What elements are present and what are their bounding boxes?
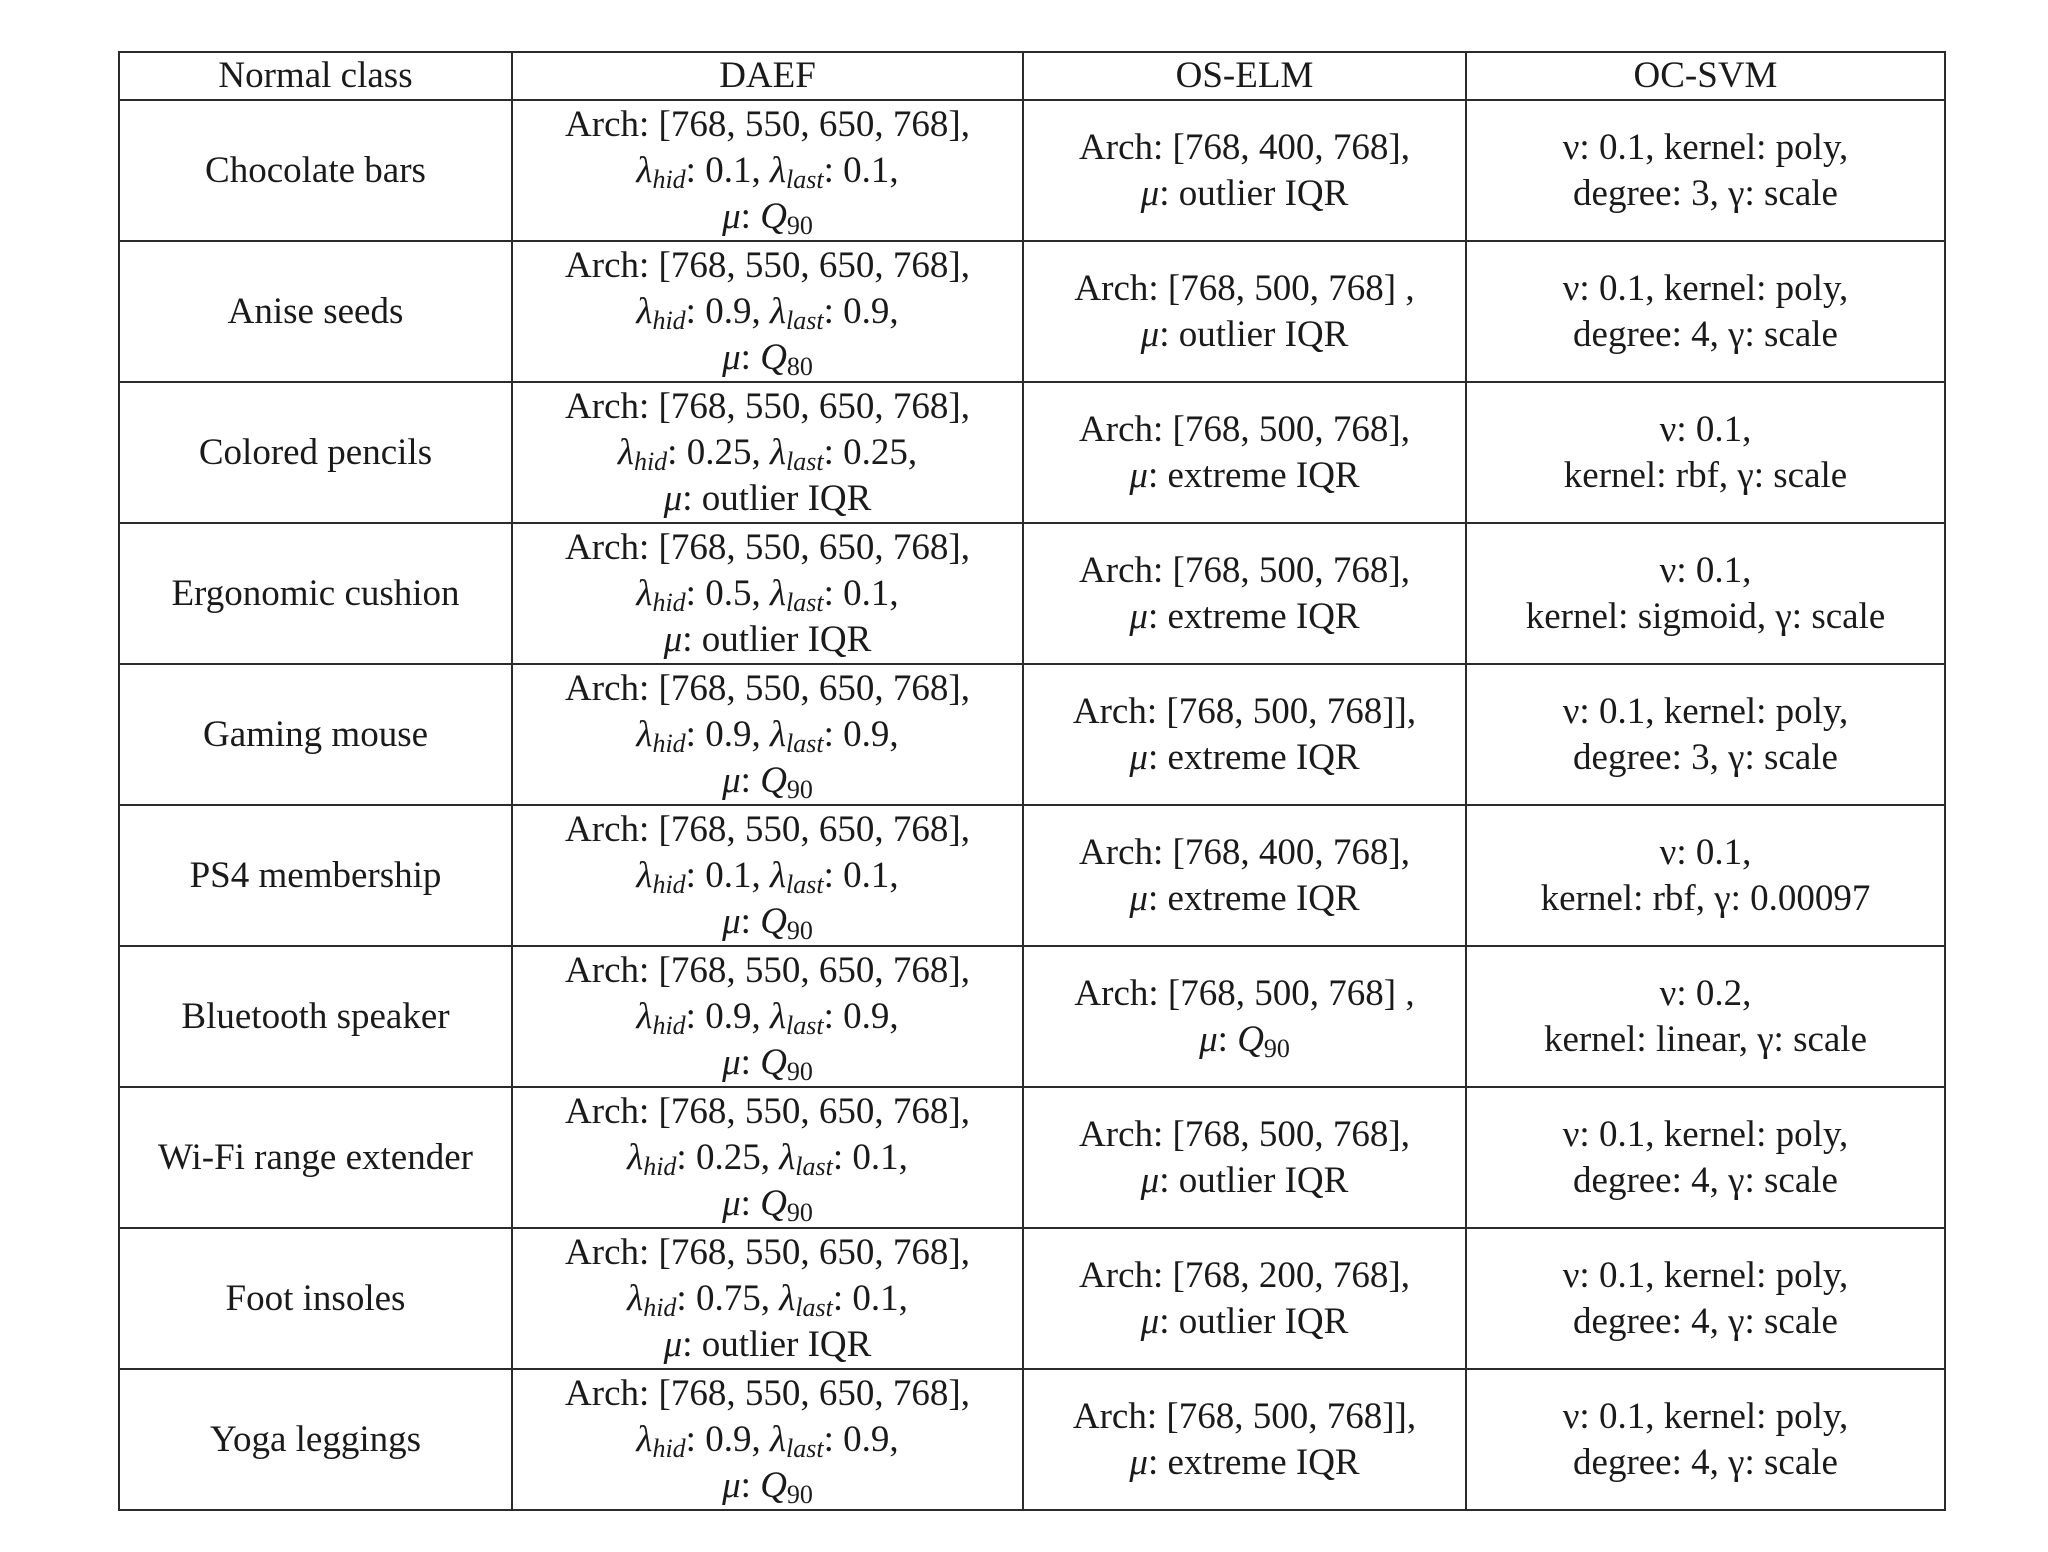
hyperparameter-table <box>118 51 1946 1511</box>
oc-svm-line-2: degree: 4, γ: scale <box>1573 1441 1838 1483</box>
normal-class-cell: Ergonomic cushion <box>119 523 512 664</box>
mu-value: outlier IQR <box>1178 1159 1349 1201</box>
mu-value: outlier IQR <box>701 477 872 519</box>
oc-svm-cell <box>1466 805 1945 946</box>
table-row <box>119 805 1945 946</box>
lambda-hid-value: 0.9, <box>705 1418 761 1460</box>
oc-svm-line-2: degree: 3, γ: scale <box>1573 736 1838 778</box>
lambda-last-value: 0.1, <box>852 1277 908 1319</box>
mu-value: outlier IQR <box>701 1323 872 1365</box>
os-elm-arch-line: Arch: [768, 500, 768], <box>1079 408 1410 450</box>
os-elm-arch-line: Arch: [768, 500, 768] , <box>1074 972 1415 1014</box>
mu-q-subscript: 90 <box>786 1197 813 1227</box>
normal-class-cell: Bluetooth speaker <box>119 946 512 1087</box>
os-elm-cell <box>1023 1369 1466 1510</box>
daef-lambda-line: λhid: 0.9, λlast: 0.9, <box>636 1418 899 1463</box>
os-elm-arch-value: [768, 400, 768], <box>1172 831 1410 873</box>
lambda-hid-value: 0.1, <box>705 854 761 896</box>
normal-class-cell: Yoga leggings <box>119 1369 512 1510</box>
os-elm-arch-value: [768, 500, 768] , <box>1167 972 1415 1014</box>
os-elm-arch-value: [768, 500, 768], <box>1172 549 1410 591</box>
mu-q-expr: $Q_{90}$ <box>760 1041 813 1086</box>
os-elm-arch-line: Arch: [768, 500, 768]], <box>1072 690 1417 732</box>
os-elm-mu-line: μ: outlier IQR <box>1140 172 1349 214</box>
normal-class-cell: Anise seeds <box>119 241 512 382</box>
daef-cell <box>512 1228 1023 1369</box>
header-os-elm: OS-ELM <box>1023 52 1466 100</box>
oc-svm-line-2: kernel: linear, γ: scale <box>1543 1018 1868 1060</box>
lambda-last-value: 0.9, <box>843 995 899 1037</box>
daef-arch-line: Arch: [768, 550, 650, 768], <box>565 1090 970 1132</box>
mu-q-expr: $Q_{90}$ <box>760 195 813 240</box>
daef-mu-line: μ: $Q_{90}$ <box>722 1182 813 1227</box>
table-row <box>119 523 1945 664</box>
daef-cell <box>512 523 1023 664</box>
header-daef: DAEF <box>512 52 1023 100</box>
daef-arch-value: [768, 550, 650, 768], <box>658 667 970 709</box>
daef-mu-line: μ: $Q_{80}$ <box>722 336 813 381</box>
oc-svm-cell <box>1466 1087 1945 1228</box>
os-elm-arch-line: Arch: [768, 400, 768], <box>1079 831 1410 873</box>
os-elm-cell <box>1023 1087 1466 1228</box>
table-row <box>119 664 1945 805</box>
oc-svm-cell <box>1466 946 1945 1087</box>
os-elm-arch-value: [768, 500, 768], <box>1172 1113 1410 1155</box>
lambda-last-value: 0.1, <box>843 149 899 191</box>
daef-arch-value: [768, 550, 650, 768], <box>658 949 970 991</box>
lambda-last-value: 0.9, <box>843 290 899 332</box>
daef-mu-line: μ: outlier IQR <box>663 477 872 519</box>
oc-svm-cell <box>1466 664 1945 805</box>
daef-lambda-line: λhid: 0.1, λlast: 0.1, <box>636 149 899 194</box>
daef-arch-line: Arch: [768, 550, 650, 768], <box>565 1231 970 1273</box>
mu-value: extreme IQR <box>1167 454 1360 496</box>
daef-cell <box>512 1087 1023 1228</box>
os-elm-mu-line: μ: outlier IQR <box>1140 1300 1349 1342</box>
daef-mu-line: μ: $Q_{90}$ <box>722 759 813 804</box>
daef-mu-line: μ: $Q_{90}$ <box>722 195 813 240</box>
oc-svm-line-2: degree: 4, γ: scale <box>1573 313 1838 355</box>
daef-lambda-line: λhid: 0.25, λlast: 0.1, <box>627 1136 908 1181</box>
oc-svm-line-2: degree: 4, γ: scale <box>1573 1159 1838 1201</box>
oc-svm-line-2: kernel: rbf, γ: 0.00097 <box>1540 877 1871 919</box>
daef-mu-line: μ: $Q_{90}$ <box>722 900 813 945</box>
lambda-last-value: 0.1, <box>843 572 899 614</box>
os-elm-arch-value: [768, 200, 768], <box>1172 1254 1410 1296</box>
mu-value: extreme IQR <box>1167 1441 1360 1483</box>
daef-mu-line: μ: outlier IQR <box>663 1323 872 1365</box>
daef-arch-value: [768, 550, 650, 768], <box>658 385 970 427</box>
os-elm-arch-value: [768, 400, 768], <box>1172 126 1410 168</box>
header-normal-class: Normal class <box>119 52 512 100</box>
table-header-row <box>119 52 1945 100</box>
daef-arch-line: Arch: [768, 550, 650, 768], <box>565 949 970 991</box>
normal-class-cell: Gaming mouse <box>119 664 512 805</box>
daef-lambda-line: λhid: 0.5, λlast: 0.1, <box>636 572 899 617</box>
os-elm-arch-line: Arch: [768, 500, 768], <box>1079 1113 1410 1155</box>
lambda-last-value: 0.1, <box>852 1136 908 1178</box>
os-elm-arch-value: [768, 500, 768]], <box>1166 690 1417 732</box>
daef-mu-line: μ: $Q_{90}$ <box>722 1464 813 1509</box>
oc-svm-cell <box>1466 241 1945 382</box>
header-oc-svm: OC-SVM <box>1466 52 1945 100</box>
daef-arch-line: Arch: [768, 550, 650, 768], <box>565 1372 970 1414</box>
oc-svm-line-1: ν: 0.1, kernel: poly, <box>1562 690 1849 732</box>
os-elm-cell <box>1023 382 1466 523</box>
lambda-last-value: 0.9, <box>843 713 899 755</box>
mu-q-subscript: 90 <box>786 210 813 240</box>
daef-arch-line: Arch: [768, 550, 650, 768], <box>565 385 970 427</box>
daef-arch-line: Arch: [768, 550, 650, 768], <box>565 667 970 709</box>
mu-q-subscript: 90 <box>786 1056 813 1086</box>
daef-arch-value: [768, 550, 650, 768], <box>658 1090 970 1132</box>
normal-class-cell: Chocolate bars <box>119 100 512 241</box>
mu-value: outlier IQR <box>1178 1300 1349 1342</box>
mu-q-expr: $Q_{90}$ <box>1237 1018 1290 1063</box>
daef-mu-line: μ: $Q_{90}$ <box>722 1041 813 1086</box>
os-elm-mu-line: μ: extreme IQR <box>1129 877 1360 919</box>
normal-class-cell: Wi-Fi range extender <box>119 1087 512 1228</box>
oc-svm-cell <box>1466 523 1945 664</box>
mu-q-expr: $Q_{90}$ <box>760 1182 813 1227</box>
daef-cell <box>512 241 1023 382</box>
mu-q-subscript: 80 <box>786 351 813 381</box>
daef-arch-value: [768, 550, 650, 768], <box>658 526 970 568</box>
table-row <box>119 241 1945 382</box>
os-elm-mu-line: μ: extreme IQR <box>1129 595 1360 637</box>
mu-value: extreme IQR <box>1167 736 1360 778</box>
mu-value: outlier IQR <box>1178 313 1349 355</box>
oc-svm-line-1: ν: 0.1, kernel: poly, <box>1562 1254 1849 1296</box>
os-elm-cell <box>1023 946 1466 1087</box>
os-elm-arch-value: [768, 500, 768] , <box>1167 267 1415 309</box>
os-elm-arch-line: Arch: [768, 500, 768]], <box>1072 1395 1417 1437</box>
oc-svm-line-1: ν: 0.2, <box>1659 972 1752 1014</box>
os-elm-mu-line: μ: extreme IQR <box>1129 454 1360 496</box>
lambda-hid-value: 0.75, <box>695 1277 770 1319</box>
daef-lambda-line: λhid: 0.9, λlast: 0.9, <box>636 290 899 335</box>
lambda-last-value: 0.1, <box>843 854 899 896</box>
oc-svm-line-2: degree: 3, γ: scale <box>1573 172 1838 214</box>
oc-svm-line-1: ν: 0.1, kernel: poly, <box>1562 126 1849 168</box>
daef-arch-line: Arch: [768, 550, 650, 768], <box>565 103 970 145</box>
lambda-hid-value: 0.1, <box>705 149 761 191</box>
os-elm-arch-value: [768, 500, 768]], <box>1166 1395 1417 1437</box>
table-row <box>119 100 1945 241</box>
lambda-hid-value: 0.25, <box>686 431 761 473</box>
daef-arch-value: [768, 550, 650, 768], <box>658 103 970 145</box>
oc-svm-line-1: ν: 0.1, kernel: poly, <box>1562 267 1849 309</box>
daef-arch-line: Arch: [768, 550, 650, 768], <box>565 244 970 286</box>
oc-svm-line-1: ν: 0.1, kernel: poly, <box>1562 1395 1849 1437</box>
daef-lambda-line: λhid: 0.9, λlast: 0.9, <box>636 713 899 758</box>
os-elm-mu-line: μ: $Q_{90}$ <box>1199 1018 1290 1063</box>
oc-svm-line-2: kernel: rbf, γ: scale <box>1563 454 1848 496</box>
mu-q-subscript: 90 <box>786 1479 813 1509</box>
oc-svm-cell <box>1466 382 1945 523</box>
mu-value: extreme IQR <box>1167 595 1360 637</box>
os-elm-cell <box>1023 1228 1466 1369</box>
mu-q-expr: $Q_{90}$ <box>760 1464 813 1509</box>
mu-value: outlier IQR <box>1178 172 1349 214</box>
mu-value: outlier IQR <box>701 618 872 660</box>
daef-cell <box>512 946 1023 1087</box>
os-elm-cell <box>1023 664 1466 805</box>
oc-svm-line-1: ν: 0.1, <box>1659 549 1752 591</box>
daef-lambda-line: λhid: 0.75, λlast: 0.1, <box>627 1277 908 1322</box>
mu-q-expr: $Q_{80}$ <box>760 336 813 381</box>
daef-cell <box>512 100 1023 241</box>
daef-arch-value: [768, 550, 650, 768], <box>658 1372 970 1414</box>
normal-class-cell: Colored pencils <box>119 382 512 523</box>
mu-q-expr: $Q_{90}$ <box>760 759 813 804</box>
os-elm-cell <box>1023 100 1466 241</box>
oc-svm-cell <box>1466 100 1945 241</box>
mu-value: extreme IQR <box>1167 877 1360 919</box>
lambda-last-value: 0.9, <box>843 1418 899 1460</box>
os-elm-arch-value: [768, 500, 768], <box>1172 408 1410 450</box>
os-elm-cell <box>1023 805 1466 946</box>
mu-q-expr: $Q_{90}$ <box>760 900 813 945</box>
os-elm-arch-line: Arch: [768, 500, 768] , <box>1074 267 1415 309</box>
lambda-last-value: 0.25, <box>843 431 918 473</box>
lambda-hid-value: 0.9, <box>705 995 761 1037</box>
table-row <box>119 1087 1945 1228</box>
os-elm-mu-line: μ: outlier IQR <box>1140 313 1349 355</box>
mu-q-subscript: 90 <box>786 774 813 804</box>
daef-lambda-line: λhid: 0.9, λlast: 0.9, <box>636 995 899 1040</box>
normal-class-cell: Foot insoles <box>119 1228 512 1369</box>
daef-arch-value: [768, 550, 650, 768], <box>658 808 970 850</box>
daef-cell <box>512 1369 1023 1510</box>
os-elm-mu-line: μ: extreme IQR <box>1129 736 1360 778</box>
lambda-hid-value: 0.9, <box>705 713 761 755</box>
os-elm-arch-line: Arch: [768, 200, 768], <box>1079 1254 1410 1296</box>
daef-cell <box>512 664 1023 805</box>
daef-mu-line: μ: outlier IQR <box>663 618 872 660</box>
daef-cell <box>512 805 1023 946</box>
table-body <box>119 100 1945 1510</box>
mu-q-subscript: 90 <box>786 915 813 945</box>
os-elm-mu-line: μ: outlier IQR <box>1140 1159 1349 1201</box>
os-elm-arch-line: Arch: [768, 500, 768], <box>1079 549 1410 591</box>
daef-lambda-line: λhid: 0.1, λlast: 0.1, <box>636 854 899 899</box>
os-elm-cell <box>1023 241 1466 382</box>
lambda-hid-value: 0.9, <box>705 290 761 332</box>
normal-class-cell: PS4 membership <box>119 805 512 946</box>
oc-svm-line-1: ν: 0.1, kernel: poly, <box>1562 1113 1849 1155</box>
mu-q-subscript: 90 <box>1263 1033 1290 1063</box>
oc-svm-line-1: ν: 0.1, <box>1659 831 1752 873</box>
oc-svm-cell <box>1466 1228 1945 1369</box>
daef-arch-line: Arch: [768, 550, 650, 768], <box>565 526 970 568</box>
oc-svm-line-2: degree: 4, γ: scale <box>1573 1300 1838 1342</box>
daef-arch-value: [768, 550, 650, 768], <box>658 244 970 286</box>
table-row <box>119 1369 1945 1510</box>
table-row <box>119 1228 1945 1369</box>
oc-svm-line-1: ν: 0.1, <box>1659 408 1752 450</box>
daef-arch-line: Arch: [768, 550, 650, 768], <box>565 808 970 850</box>
os-elm-arch-line: Arch: [768, 400, 768], <box>1079 126 1410 168</box>
daef-arch-value: [768, 550, 650, 768], <box>658 1231 970 1273</box>
oc-svm-line-2: kernel: sigmoid, γ: scale <box>1525 595 1886 637</box>
daef-lambda-line: λhid: 0.25, λlast: 0.25, <box>617 431 918 476</box>
os-elm-cell <box>1023 523 1466 664</box>
lambda-hid-value: 0.25, <box>695 1136 770 1178</box>
os-elm-mu-line: μ: extreme IQR <box>1129 1441 1360 1483</box>
lambda-hid-value: 0.5, <box>705 572 761 614</box>
oc-svm-cell <box>1466 1369 1945 1510</box>
table-row <box>119 382 1945 523</box>
table-row <box>119 946 1945 1087</box>
daef-cell <box>512 382 1023 523</box>
